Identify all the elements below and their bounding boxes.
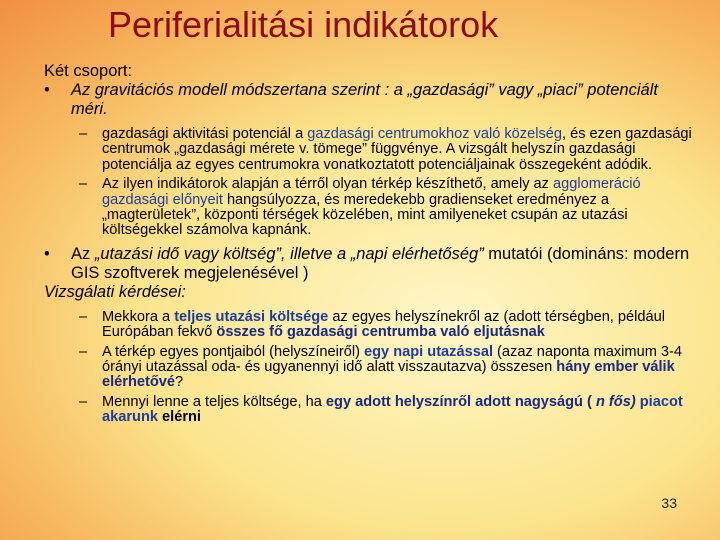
sub2-text-b: hangsúlyozza, és meredekebb gradienseket eredményez a „magterületek”, központi térségek közelében, mint amilyeneket csupán az utazási költségekkel számolva kapnánk. — [102, 191, 628, 239]
q3-bold-c: elérni — [157, 409, 201, 426]
q3-bold-a: egy adott helyszínről adott nagyságú ( — [325, 393, 596, 410]
page-number: 33 — [661, 495, 677, 511]
questions-label: Vizsgálati kérdései: — [44, 282, 186, 301]
question-market-cost — [44, 395, 694, 426]
slide-title: Periferialitási indikátorok — [108, 4, 499, 45]
q2-bold-b: hány ember válik elérhetővé — [102, 359, 675, 391]
sub-economic-potential — [44, 127, 694, 173]
sub1-text-b: , és ezen gazdasági centrumok „gazdasági mérete v. tömege” függvénye. A vizsgált helyszín gazdasági potenciálja az egyes centrumokra vonatkoztatott potenciáljainak összegeként adódik. — [102, 126, 692, 173]
slide-content — [44, 62, 694, 426]
dash-marker: – — [79, 308, 88, 325]
dash-marker: – — [79, 126, 88, 142]
q2-text-b: (azaz naponta maximum 3-4 órányi utazással oda- és ugyanennyi idő alatt visszautazva) összesen — [102, 343, 682, 376]
bullet2-text-a: Az — [71, 244, 95, 263]
question-daily-reach — [44, 345, 694, 391]
bullet-marker: • — [44, 244, 50, 263]
bullet-gravity-model — [44, 81, 694, 119]
q2-text-c: ? — [175, 374, 184, 391]
bullet2-italic: „utazási idő vagy költség”, illetve a „napi elérhetőség” — [94, 244, 484, 263]
bullet-gravity-text: Az gravitációs modell módszertana szerint : a „gazdasági” vagy „piaci” potenciált méri. — [71, 81, 658, 118]
q2-text-a: A térkép egyes pontjaiból (helyszíneiről) — [102, 343, 365, 360]
sub-agglomeration — [44, 177, 694, 239]
intro-text: Két csoport: — [44, 62, 133, 80]
q1-text-b: az egyes helyszínekről az (adott térségben, például Európában fekvő — [102, 308, 665, 341]
sub1-text-a: gazdasági aktivitási potenciál a — [102, 126, 308, 142]
q1-text-a: Mekkora a — [102, 308, 175, 325]
bullet-marker: • — [44, 81, 50, 99]
bullet2-text-b: mutatói (domináns: modern GIS szoftverek megjelenésével ) — [71, 244, 690, 282]
question-total-cost — [44, 310, 694, 341]
sub1-highlight: gazdasági centrumokhoz való közelség — [307, 126, 562, 142]
q3-bold-italic: n fős) — [595, 393, 636, 410]
sub2-text-a: Az ilyen indikátorok alapján a térről olyan térkép készíthető, amely az — [102, 176, 554, 193]
q2-bold-a: egy napi utazással — [364, 343, 493, 360]
q1-bold-b: összes fő gazdasági centrumba való eljutásnak — [216, 324, 545, 341]
sub2-highlight: agglomeráció gazdasági előnyeit — [102, 176, 641, 208]
dash-marker: – — [79, 393, 88, 410]
q3-text-a: Mennyi lenne a teljes költsége, ha — [102, 393, 326, 410]
bullet-travel-time — [44, 245, 694, 283]
q3-bold-b: piacot akarunk — [102, 393, 683, 426]
q1-bold-a: teljes utazási költsége — [174, 308, 329, 325]
dash-marker: – — [79, 176, 88, 193]
dash-marker: – — [79, 343, 88, 360]
